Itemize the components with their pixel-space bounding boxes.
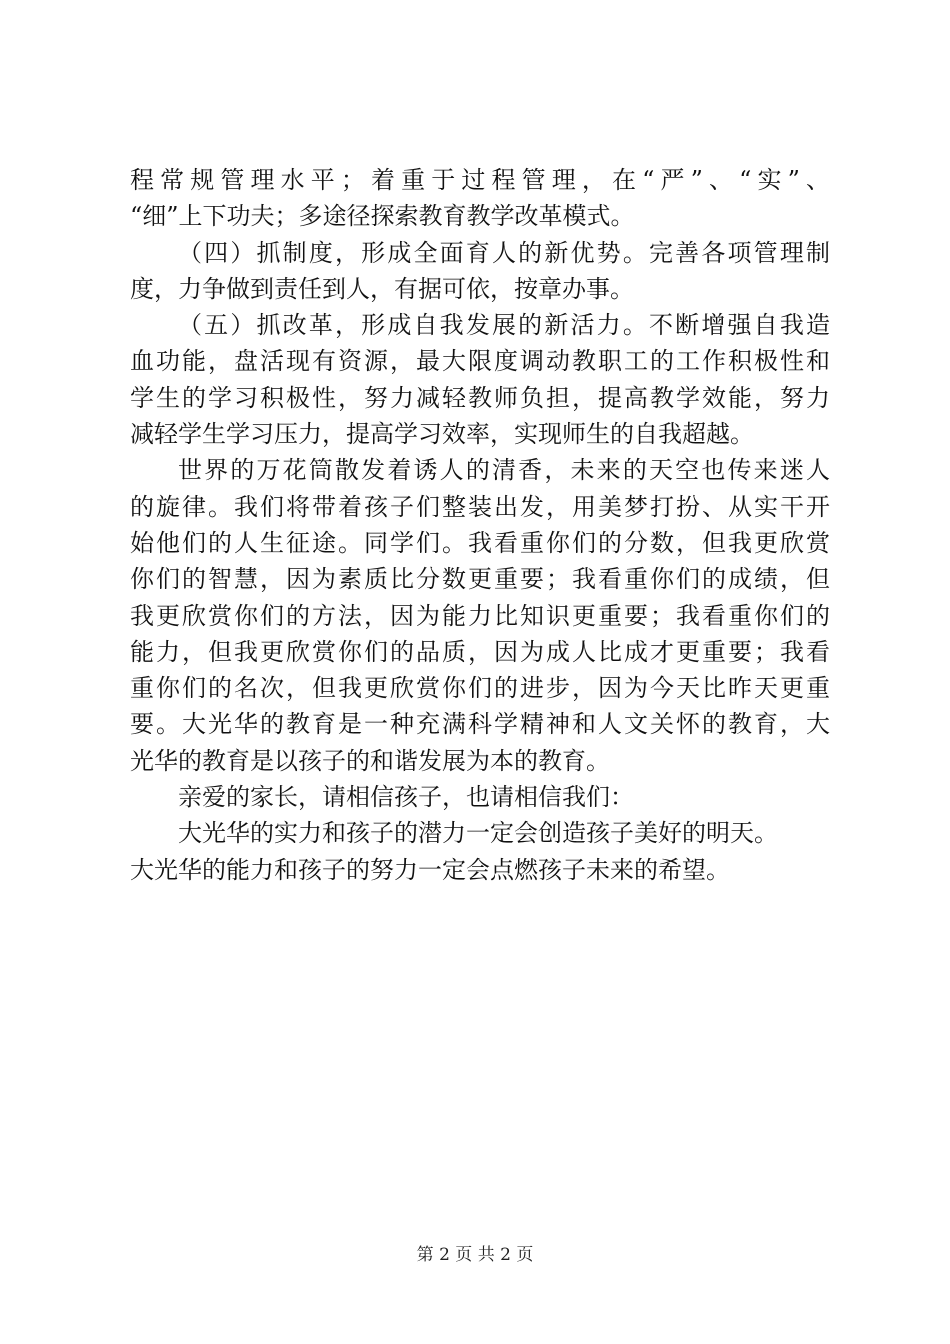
text-line: 亲爱的家长，请相信孩子，也请相信我们： [178,783,634,812]
text-line: 你们的智慧，因为素质比分数更重要；我看重你们的成绩，但 [130,565,830,594]
text-line: 减轻学生学习压力，提高学习效率，实现师生的自我超越。 [130,420,754,449]
text-line: 程常规管理水平；着重于过程管理，在“严”、“实”、 [130,166,830,194]
document-body [130,162,830,888]
text-line: 大光华的实力和孩子的潜力一定会创造孩子美好的明天。 [178,819,778,848]
text-line: 大光华的能力和孩子的努力一定会点燃孩子未来的希望。 [130,855,730,884]
text-line: 始他们的人生征途。同学们。我看重你们的分数，但我更欣赏 [130,528,830,557]
text-line: （五）抓改革，形成自我发展的新活力。不断增强自我造 [178,311,830,340]
text-line: 重你们的名次，但我更欣赏你们的进步，因为今天比昨天更重 [130,674,830,703]
text-line: 能力，但我更欣赏你们的品质，因为成人比成才更重要；我看 [130,637,830,666]
text-line: “细”上下功夫；多途径探索教育教学改革模式。 [130,202,635,231]
text-line: 世界的万花筒散发着诱人的清香，未来的天空也传来迷人 [178,456,830,485]
page-number-footer: 第 2 页 共 2 页 [416,1245,534,1265]
text-line: 光华的教育是以孩子的和谐发展为本的教育。 [130,746,610,775]
text-line: 的旋律。我们将带着孩子们整装出发，用美梦打扮、从实干开 [130,492,830,521]
text-line: 我更欣赏你们的方法，因为能力比知识更重要；我看重你们的 [130,601,830,630]
text-line: 血功能，盘活现有资源，最大限度调动教职工的工作积极性和 [130,347,830,376]
text-line: 学生的学习积极性，努力减轻教师负担，提高教学效能，努力 [130,383,830,412]
text-line: 度，力争做到责任到人，有据可依，按章办事。 [130,274,634,303]
text-line: 要。大光华的教育是一种充满科学精神和人文关怀的教育，大 [130,710,830,739]
text-line: （四）抓制度，形成全面育人的新优势。完善各项管理制 [178,238,830,267]
